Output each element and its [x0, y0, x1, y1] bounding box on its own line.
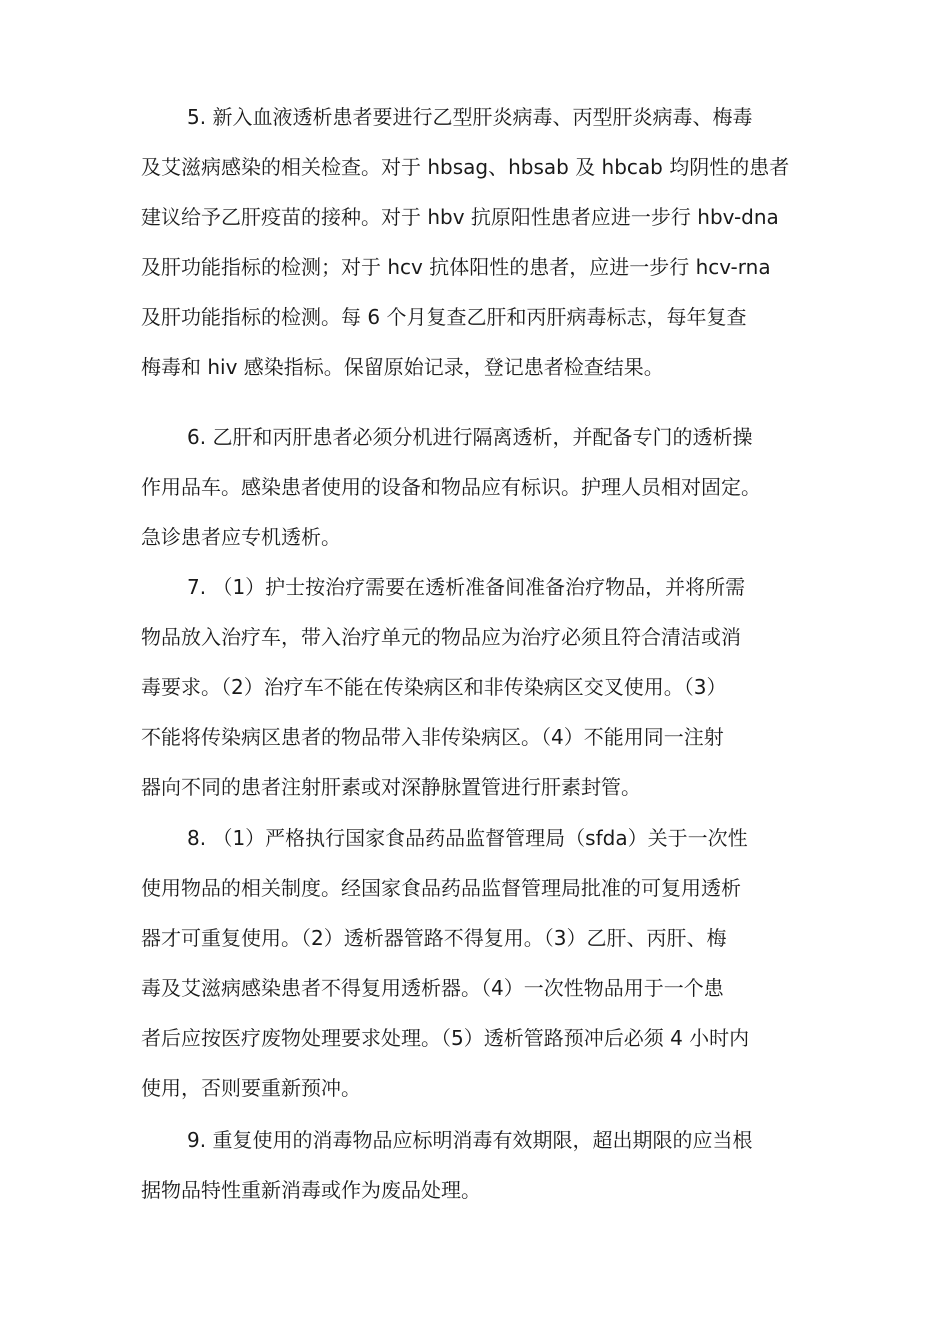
text-line: 6. 乙肝和丙肝患者必须分机进行隔离透析，并配备专门的透析操 — [187, 425, 753, 449]
text-line: 5. 新入血液透析患者要进行乙型肝炎病毒、丙型肝炎病毒、梅毒 — [187, 105, 753, 129]
paragraph-item-8 — [141, 813, 831, 1113]
paragraph-item-6 — [141, 412, 831, 562]
paragraph-item-7 — [141, 562, 831, 812]
text-line: 梅毒和 hiv 感染指标。保留原始记录，登记患者检查结果。 — [141, 355, 664, 379]
text-line: 器才可重复使用。（2）透析器管路不得复用。（3）乙肝、丙肝、梅 — [141, 926, 727, 950]
text-line: 据物品特性重新消毒或作为废品处理。 — [141, 1178, 481, 1202]
text-line: 物品放入治疗车，带入治疗单元的物品应为治疗必须且符合清洁或消 — [141, 625, 741, 649]
text-line: 毒及艾滋病感染患者不得复用透析器。（4）一次性物品用于一个患 — [141, 976, 724, 1000]
text-line: 使用物品的相关制度。经国家食品药品监督管理局批准的可复用透析 — [141, 876, 741, 900]
text-line: 建议给予乙肝疫苗的接种。对于 hbv 抗原阳性患者应进一步行 hbv-dna — [141, 205, 779, 229]
paragraph-item-5 — [141, 92, 831, 392]
text-line: 7. （1）护士按治疗需要在透析准备间准备治疗物品，并将所需 — [187, 575, 746, 599]
text-line: 8. （1）严格执行国家食品药品监督管理局（sfda）关于一次性 — [187, 826, 748, 850]
text-line: 毒要求。（2）治疗车不能在传染病区和非传染病区交叉使用。（3） — [141, 675, 727, 699]
paragraph-item-9 — [141, 1115, 831, 1215]
text-line: 器向不同的患者注射肝素或对深静脉置管进行肝素封管。 — [141, 775, 641, 799]
text-line: 急诊患者应专机透析。 — [141, 525, 341, 549]
text-line: 及肝功能指标的检测。每 6 个月复查乙肝和丙肝病毒标志，每年复查 — [141, 305, 747, 329]
text-line: 及艾滋病感染的相关检查。对于 hbsag、hbsab 及 hbcab 均阴性的患者 — [141, 155, 790, 179]
text-line: 者后应按医疗废物处理要求处理。（5）透析管路预冲后必须 4 小时内 — [141, 1026, 750, 1050]
text-line: 及肝功能指标的检测；对于 hcv 抗体阳性的患者，应进一步行 hcv-rna — [141, 255, 771, 279]
text-line: 不能将传染病区患者的物品带入非传染病区。（4）不能用同一注射 — [141, 725, 724, 749]
text-line: 使用，否则要重新预冲。 — [141, 1076, 361, 1100]
text-line: 作用品车。感染患者使用的设备和物品应有标识。护理人员相对固定。 — [141, 475, 761, 499]
text-line: 9. 重复使用的消毒物品应标明消毒有效期限，超出期限的应当根 — [187, 1128, 753, 1152]
